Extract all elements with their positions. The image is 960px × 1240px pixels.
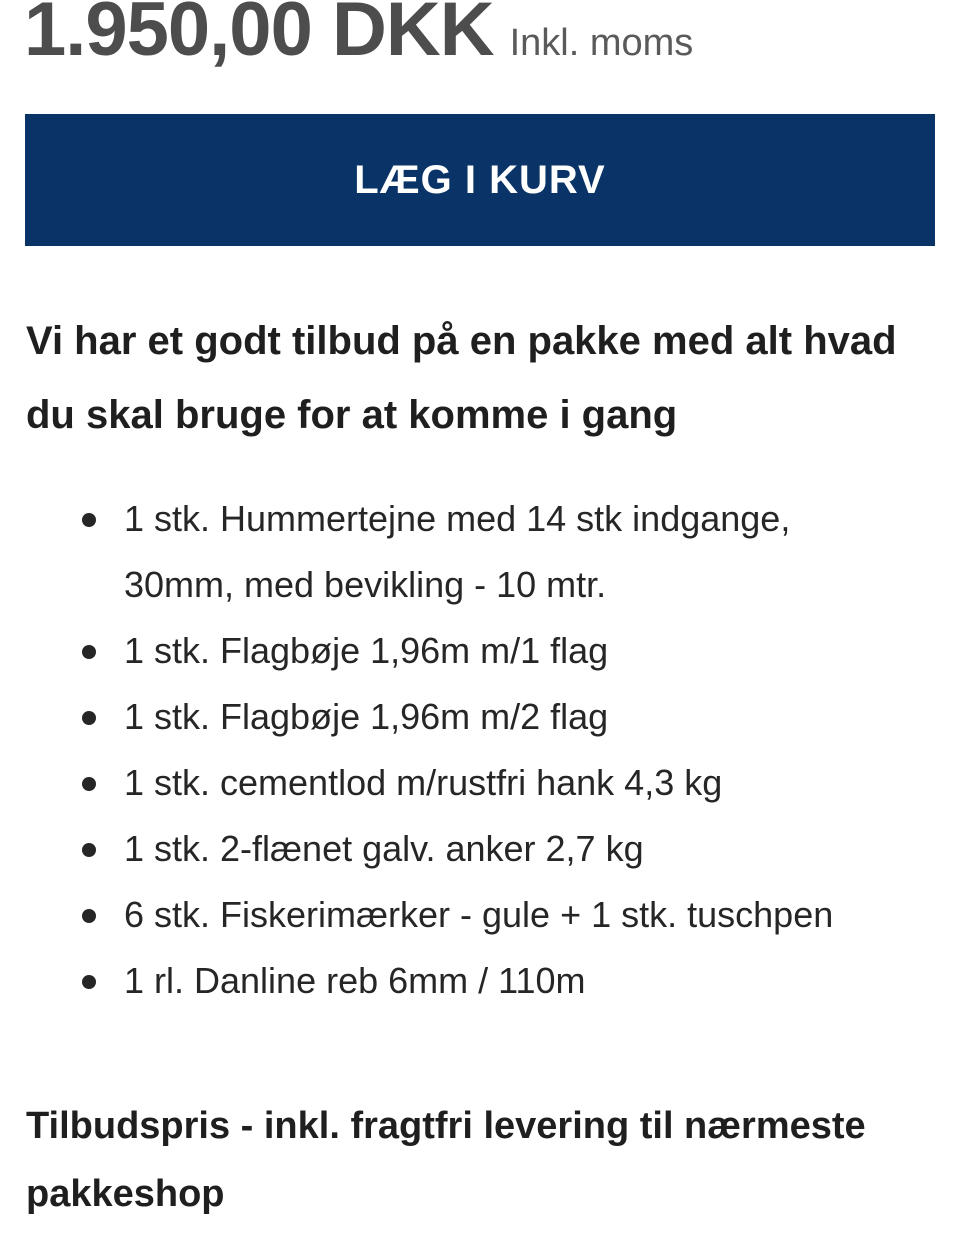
list-item: [0, 750, 960, 816]
bullet-icon: [82, 777, 96, 791]
list-item: [0, 948, 960, 1014]
list-item-text: 1 stk. 2-flænet galv. anker 2,7 kg: [124, 828, 644, 869]
price-row: [24, 0, 694, 72]
offer-intro: Vi har et godt tilbud på en pakke med alt hvad du skal bruge for at komme i gang: [26, 319, 897, 437]
add-to-cart-button[interactable]: LÆG I KURV: [25, 114, 935, 246]
offer-price-note: Tilbudspris - inkl. fragtfri levering til nærmeste pakkeshop: [26, 1105, 866, 1215]
list-item-text: 1 rl. Danline reb 6mm / 110m: [124, 960, 586, 1001]
list-item-text: 1 stk. cementlod m/rustfri hank 4,3 kg: [124, 762, 723, 803]
list-item: [0, 816, 960, 882]
bullet-icon: [82, 513, 96, 527]
vat-note: Inkl. moms: [509, 22, 694, 64]
list-item: [0, 618, 960, 684]
bullet-icon: [82, 711, 96, 725]
product-price: 1.950,00 DKK: [24, 0, 494, 72]
list-item-text: 1 stk. Hummertejne med 14 stk indgange, 30mm, med bevikling - 10 mtr.: [124, 498, 791, 605]
bullet-icon: [82, 843, 96, 857]
bullet-icon: [82, 909, 96, 923]
package-item-list: [0, 486, 960, 1014]
list-item-text: 1 stk. Flagbøje 1,96m m/1 flag: [124, 630, 609, 671]
list-item-text: 6 stk. Fiskerimærker - gule + 1 stk. tuschpen: [124, 894, 834, 935]
list-item: [0, 684, 960, 750]
bullet-icon: [82, 645, 96, 659]
list-item: [0, 882, 960, 948]
list-item-text: 1 stk. Flagbøje 1,96m m/2 flag: [124, 696, 609, 737]
bullet-icon: [82, 975, 96, 989]
list-item: [0, 486, 884, 618]
